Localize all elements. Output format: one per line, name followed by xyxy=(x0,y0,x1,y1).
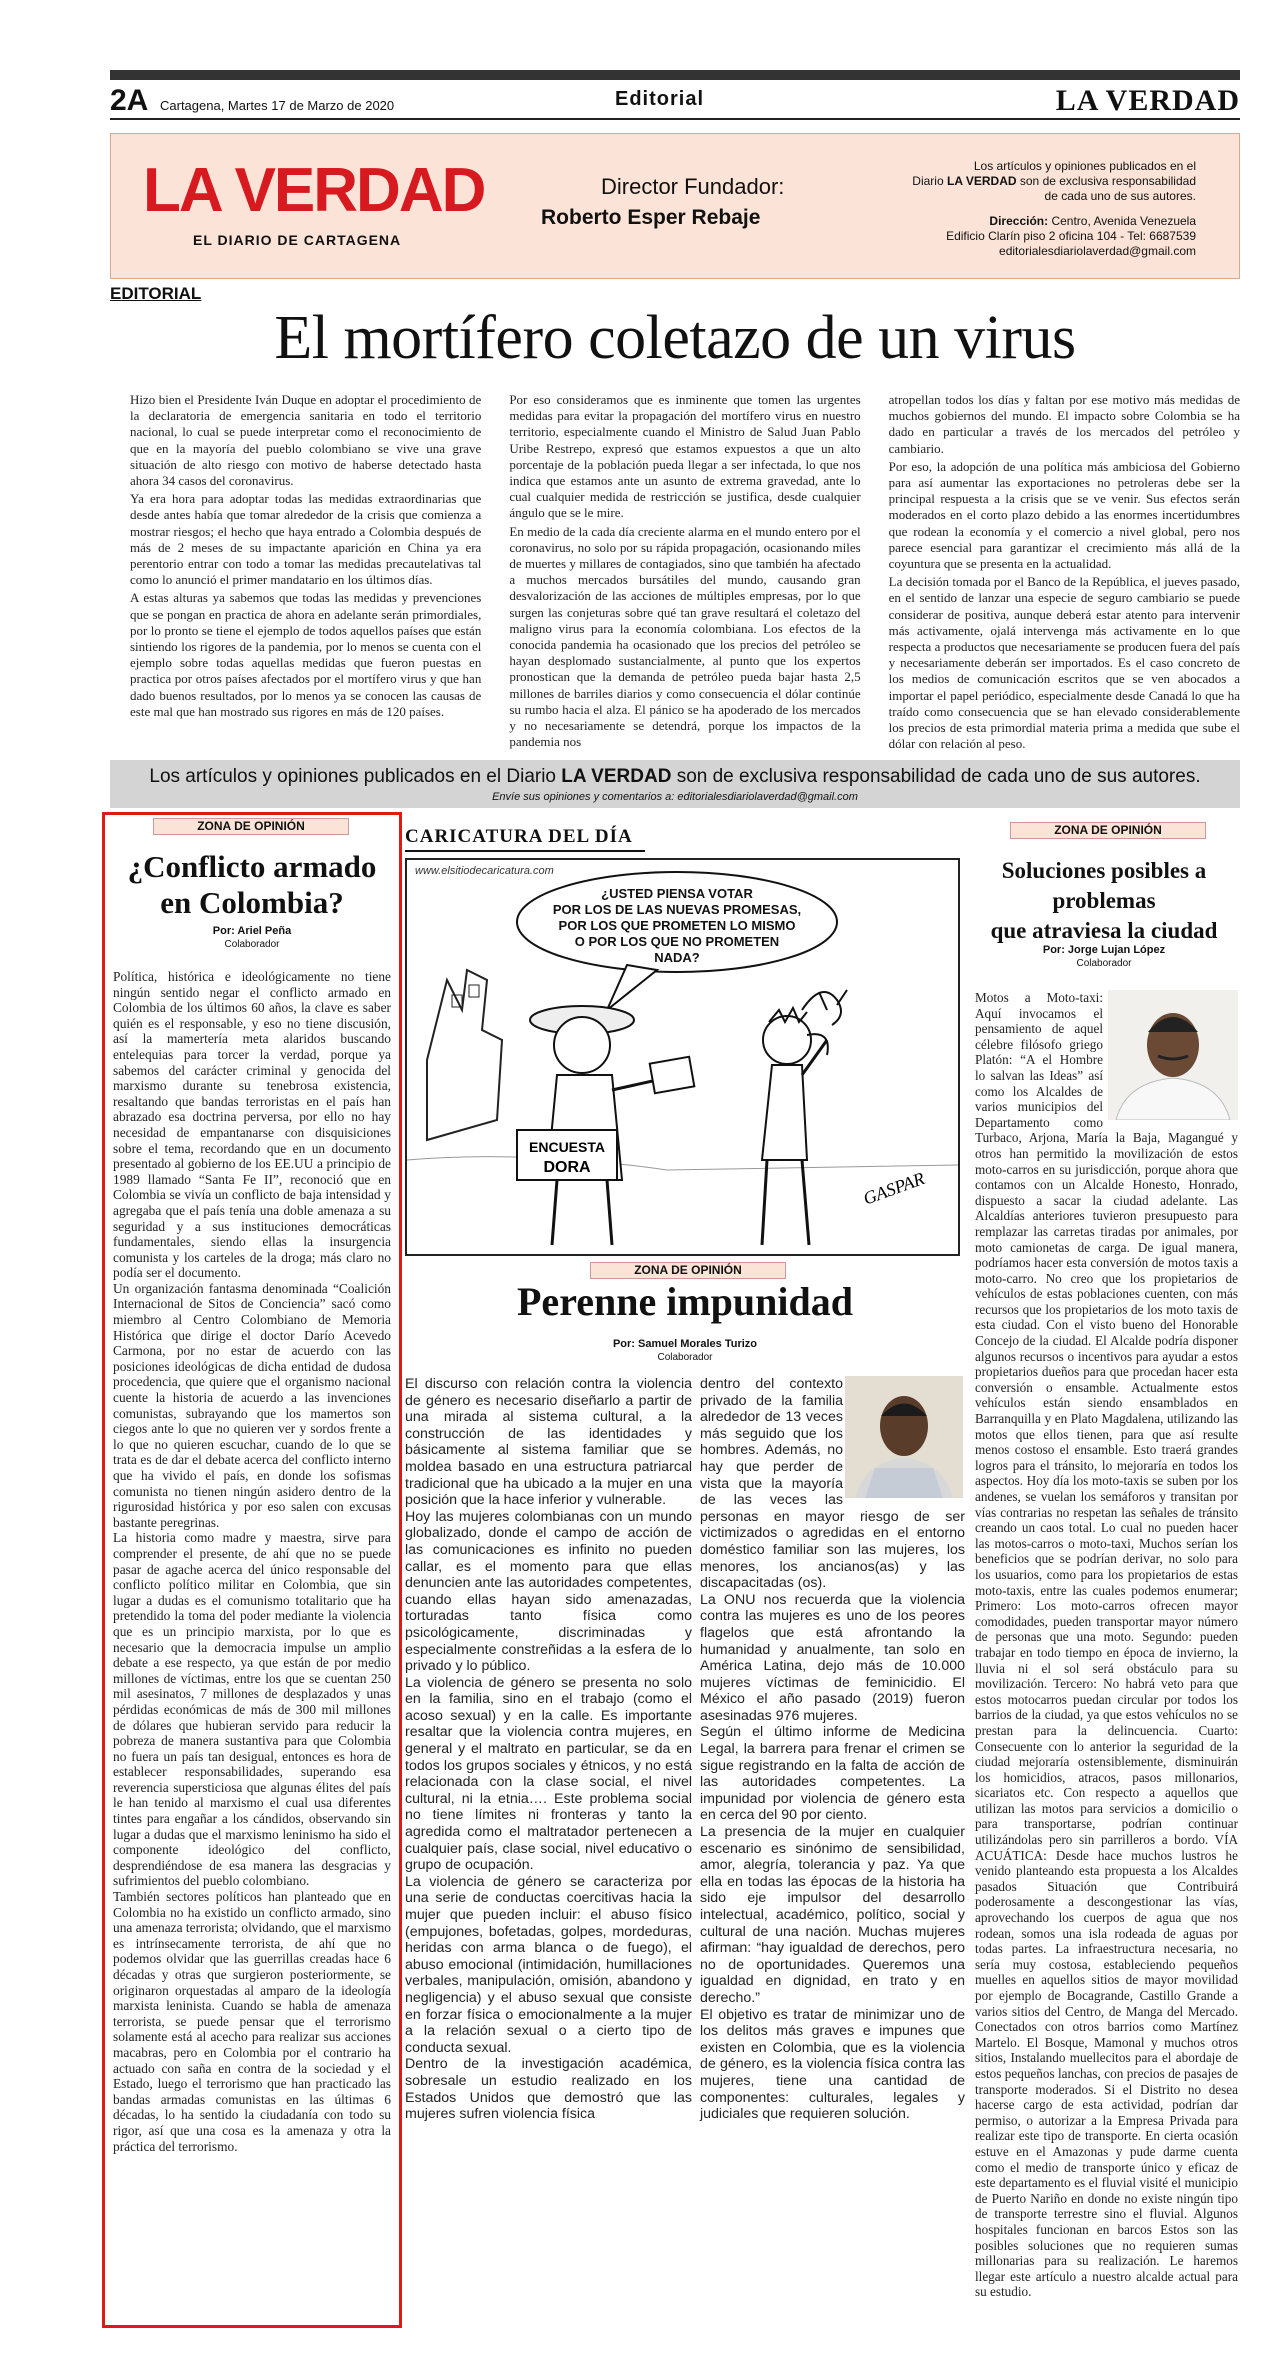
notice-line xyxy=(886,174,1196,189)
cartoon-section-label: CARICATURA DEL DÍA xyxy=(405,826,633,847)
speech-line: POR LOS DE LAS NUEVAS PROMESAS, xyxy=(552,902,802,917)
article-title xyxy=(105,849,399,921)
notice-brand: LA VERDAD xyxy=(946,174,1017,188)
paragraph: Un organización fantasma denominada “Coalición Internacional de Sitos de Conciencia” sacó como miembro al Centro Colombiano de Memoria Histórica que dirige el doctor Darío Acevedo Carmona, por no estar de acuerdo con las posiciones ideológicas de dicha entidad de dudosa procedencia, que quiere que el organismo nacional cuente la historia de acuerdo a las invenciones comunistas, subrayando que los mamertos son ciegos ante lo que no quieren ver y sordos frente a lo que no quieren escuchar, cuando de lo que se trata es de dar el debate acerca del conflicto interno que ha vivido el país, en donde los sofismas comunista no tienen ningún asidero dentro de la rigurosidad histórica y por eso salen con excusas bastante peregrinas. xyxy=(113,1280,391,1530)
page-header xyxy=(110,84,1240,116)
notice-line: de cada uno de sus autores. xyxy=(1044,189,1196,203)
editorial-label: EDITORIAL xyxy=(110,284,202,303)
paragraph: atropellan todos los días y faltan por ese motivo más medidas de muchos gobiernos del mundo. El impacto sobre Colombia se ha dado en particular a través de los mercados del petróleo y cambiario. xyxy=(888,392,1240,456)
banner-subtext: Envíe sus opiniones y comentarios a: editorialesdiariolaverdad@gmail.com xyxy=(492,791,858,803)
address-line xyxy=(886,214,1196,229)
paragraph: Por eso consideramos que es inminente que tomen las urgentes medidas para evitar la propagación del mortífero virus en nuestro territorio, especialmente cuando el Ministro de Salud Juan Pablo Uribe Restrepo, expresó que estamos expuestos a que un alto porcentaje de la población pueda llegar a ser infectada, lo que nos indica que estamos ante un asunto de extrema gravedad, ante lo cual cualquier medida de restricción se justifica, desde cualquier ángulo que se le mire. xyxy=(509,392,861,521)
left-article xyxy=(102,812,402,2328)
director-name: Roberto Esper Rebaje xyxy=(541,206,761,229)
paragraph: Según el último informe de Medicina Legal, la barrera para frenar el crimen se sigue registrando en la falta de acción de las autoridades competentes. La impunidad por violencia de género esta en cerca del 90 por ciento. xyxy=(700,1724,965,1824)
paragraph: Dentro de la investigación académica, sobresale un estudio realizado en los Estados Unidos que demostró que las mujeres sufren violencia física xyxy=(405,2056,692,2123)
director-label: Director Fundador: xyxy=(601,174,785,199)
paragraph: En medio de la cada día creciente alarma en el mundo entero por el coronavirus, no solo por su rápida propagación, ocasionando miles de muertes y millares de contagiados, sino que también ha afectado a muchos mercados bursátiles del mundo, causando gran desvalorización de las acciones de múltiples empresas, por lo que surgen las conjeturas sobre qué tan grave resultará el coletazo del maligno virus para la economía colombiana. Los efectos de la conocida pandemia ha ocasionado que los precios del petróleo se hayan desplomado sustancialmente, al punto que los expertos pronostican que la demanda de petróleo pueda bajar hasta 2,5 millones de barriles diarios y como consecuencia el dólar continúe su rumbo hacia el alza. El pánico se ha apoderado de los mercados y no necesariamente se detendrá, porque los impactos de la pandemia nos xyxy=(509,523,861,750)
notice-line: Los artículos y opiniones publicados en el xyxy=(973,159,1196,173)
author-portrait xyxy=(1108,990,1238,1120)
banner-part: son de exclusiva responsabilidad de cada uno de sus autores. xyxy=(671,766,1201,787)
byline-role: Colaborador xyxy=(1076,958,1132,969)
zone-label: ZONA DE OPINIÓN xyxy=(590,1262,786,1279)
masthead xyxy=(110,133,1240,279)
logo: LA VERDAD xyxy=(143,156,485,225)
editorial-column xyxy=(889,392,1240,754)
paragraph: Por eso, la adopción de una política más ambiciosa del Gobierno para así aumentar las exportaciones no petroleras debe ser la principal respuesta a la crisis que se ve venir. Sus efectos serán moderados en el corto plazo debido a las enormes incertidumbres que rodean la economía y el comercio a nivel global, pero nos parece esencial para garantizar el crecimiento más allá de la coyuntura que se presenta en la actualidad. xyxy=(888,458,1240,572)
paragraph: La presencia de la mujer en cualquier escenario es sinónimo de sensibilidad, amor, alegría, tolerancia y paz. Ya que ella en todas las épocas de la historia ha sido eje impulsor del desarrollo intelectual, académico, político, social y cultural de una nación. Muchas mujeres afirman: “hay igualdad de derechos, pero no de oportunidades. Queremos una igualdad en dignidad, en trato y en derecho.” xyxy=(700,1824,965,2006)
notice-text: Diario xyxy=(912,174,947,188)
paragraph: Motos a Moto-taxi: Aquí invocamos el pensamiento de aquel célebre filósofo griego Platón: “A el Hombre lo salvan las Ideas” así como los Alcaldes de varios municipios del Departamento como Turbaco, Arjona, María la Baja, Magangué y otros han permitido la movilización de estos moto-carros en su jurisdicción, porque ahora que contamos con un Alcalde Honesto, Honrado, dispuesto a sacar la ciudad adelante. Las Alcaldías anteriores tuvieron presupuesto para remplazar las carretas tiradas por animales, por moto camionetas de carga. De igual manera, podríamos hacer esta conversión de motos taxis a moto-carro. No creo que los propietarios de vehículos de estas poblaciones cuenten, con más recursos que los propietarios de los moto taxis de esta ciudad. Con el visto bueno del Honorable Concejo de la ciudad. El Alcalde podría disponer algunos recursos o incentivos para ayudar a estos propietarios dueños para que procedan hacer esta conversión o ensamble. Actualmente estos vehículos están siendo ensamblados en Barranquilla y en Plato Magdalena, utilizando las motos que ellos tienen, para que así resulte menos costoso el ensamble. Esto traerá grandes logros para el tránsito, lo mejoraría en todos los aspectos. Hoy día los moto-taxis se suben por los andenes, se vuelan los semáforos y transitan por vías contrarias no respetan las señales de tránsito creando un caos total. Lo cual no pueden hacer las motos-carros o moto-taxi, Muchos serían los beneficios que se podrían derivar, no solo para los usuarios, como para los propietarios de estas moto-taxis, entre las cuales podemos enumerar; Primero: Los moto-carros ofrecen mayor comodidades, pueden transportar mayor número de personas que una moto. Segundo: pueden trabajar en todo tiempo en época de invierno, la lluvia ni el sol será obstáculo para su movilización. Tercero: No habrá veto para que estos motocarros puedan circular por todos los barrios de la ciudad, ya que estos vehículos no se prestan para la delincuencia. Cuarto: Consecuente con lo anterior la seguridad de la ciudad mejoraría ostensiblemente, disminuirán los homicidios, atracos, pasos millonarios, sicariatos etc. Con respecto a aquellos que utilizan las motos para servicios a domicilio o para transportarse, podrían continuar utilizándolas pero sin parrilleros a bordo. VÍA ACUÁTICA: Desde hace muchos lustros he venido planteando esta propuesta a los Alcaldes pasados Situación que Contribuirá poderosamente a descongestionar las vías, aprovechando los cuerpos de agua que nos rodean, somos una isla rodeada de aguas por todas partes. La infraestructura necesaria, no sería muy costosa, estableciendo pequeños muelles en aquellos sitios de mayor movilidad por ejemplo de Bocagrande, Castillo Grande a varios sitios del Centro, de Manga del Mercado. Conectados con otros barrios como Martínez Martelo. El Bosque, Mamonal y muchos otros sitios, Instalando muellecitos para el abordaje de estos pequeños lanchas, con precios de pasajes de transporte moderados. Si el Distrito no desea hacerse cargo de esta actividad, podrían dar permiso, o autorizar a la Empresa Privada para realizar este tipo de transporte. En cierta ocasión estuve en el Amazonas y pude darme cuenta como el medio de transporte único y eficaz de este departamento es el fluvial visité el municipio de Puerto Nariño en donde no existe ningún tipo de transporte terrestre sino el fluvial. Algunos hospitales funcionan en barcos Estos son las posibles soluciones que no requieren sumas millonarias para su realización. Le haremos llegar este artículo a nuestro alcalde actual para su estudio. xyxy=(975,990,1238,2300)
newspaper-name: LA VERDAD xyxy=(1055,84,1240,117)
byline: Por: Jorge Lujan López xyxy=(1042,944,1166,956)
paragraph: También sectores políticos han planteado que en Colombia no ha existido un conflicto armado, sino una amenaza terrorista; olvidando, que el marxismo es intrínsecamente terrorista, de ahí que no podemos olvidar que las guerrillas creadas hace 6 décadas y otras que surgieron posteriormente, se originaron orquestadas al amparo de la ideología marxista leninista. Cuando se habla de amenaza terrorista, se puede pensar que el terrorismo solamente está al acecho para realizar sus acciones macabras, pero en Colombia por el contrario ha actuado con saña en contra de la sociedad y el Estado, luego el terrorismo que han practicado las bandas armadas comunistas en las últimas 6 décadas, lo ha sentido la ciudadanía con todo su rigor, así que una cosa es la amenaza y otra la práctica del terrorismo. xyxy=(113,1889,391,2154)
cartoon-rule xyxy=(405,850,645,852)
paragraph: La decisión tomada por el Banco de la República, el jueves pasado, en el sentido de lanzar una especie de seguro cambiario se puede considerar de positiva, aunque deberá estar atento para intervenir más activamente, ojalá intervenga más activamente en lo que respecta a productos que necesariamente se producen fuera del país y necesariamente deberán ser importados. Es el caso concreto de los medios de comunicación escritos que se ven abocados a importar el papel periódico, especialmente desde Canadá lo que ha traído como consecuencia que se han elevado considerablemente los precios de esta primordial materia prima a medida que sube el dólar con relación al peso. xyxy=(888,574,1240,752)
paragraph: La violencia de género se caracteriza por una serie de conductas coercitivas hacia la mujer que pueden incluir: el abuso físico (empujones, bofetadas, golpes, mordeduras, heridas con arma blanca o de fuego), el abuso emocional (intimidación, humillaciones verbales, manipulación, omisión, abandono y negligencia) y el abuso sexual que consiste en forzar física o emocionalmente a la mujer a la relación sexual o a cierto tipo de conducta sexual. xyxy=(405,1873,692,2056)
paragraph: La ONU nos recuerda que la violencia contra las mujeres es uno de los peores flagelos que está afrontando la humanidad y anualmente, tan solo en América Latina, dejo más de 10.000 mujeres víctimas de feminicidio. El México el año pasado (2019) fueron asesinadas 976 mujeres. xyxy=(700,1591,965,1724)
paragraph: Política, histórica e ideológicamente no tiene ningún sentido negar el conflicto armado en Colombia de los últimos 60 años, la clave es saber quién es el responsable, y eso no tiene discusión, así la mamertería meta alaridos buscando entelequias para torcer la verdad, porque ya sabemos del carácter criminal y genocida del marxismo durante su tenebrosa existencia, resaltando que bandas terroristas en el país han abrazado esa doctrina perversa, por ello no hay necesidad de empantanarse con disquisiciones sobre el tema, recordando que en un documento presentado al gobierno de los EE.UU a principio de 1989 llamado “Santa Fe II”, reconoció que en Colombia se vivía un conflicto de baja intensidad y agregaba que el país tenía una doble amenaza a su seguridad y a sus instituciones democráticas fundamentales, siendo ellas la insurgencia comunista y los carteles de la droga; más claro no podía ser el documento. xyxy=(113,969,391,1281)
paragraph: A estas alturas ya sabemos que todas las medidas y prevenciones que se pongan en practica de ahora en adelante serán primordiales, por lo pronto se tiene el ejemplo de todos aquellos países que están sintiendo los rigores de la pandemia, por lo menos se cuenta con el ejemplo sobre todas aquellas medidas que fueron puestas en practica por otros países afectados por el mortífero virus y que han dado buenos resultados, por lo menos ya se conocen las causas de este mal que han mostrado sus rigores en más de 120 países. xyxy=(130,590,482,719)
cartoon-watermark: www.elsitiodecaricatura.com xyxy=(415,865,554,877)
editorial-title: El mortífero coletazo de un virus xyxy=(274,304,1076,372)
paragraph: dentro del contexto privado de la familia alrededor de 13 veces más seguido que los hombres. Además, no hay que perder de vista que la mayoría de las veces las personas en mayor riesgo de ser victimizados o agredidas en el entorno doméstico familiar son las mujeres, los menores, los ancianos(as) y las discapacitadas (os). xyxy=(700,1376,965,1592)
paragraph: Hizo bien el Presidente Iván Duque en adoptar el procedimiento de la declaratoria de emergencia sanitaria en todo el territorio nacional, lo cual se puede interpretar como el reconocimiento de que en la mayoría del pueblo colombiano se vive una grave situación de alto riesgo con motivo de haberse detectado hasta ahora 34 casos del coronavirus. xyxy=(130,392,482,489)
cartoon-drawing xyxy=(407,860,958,1254)
editorial-column xyxy=(509,392,860,754)
page-number: 2A xyxy=(110,84,149,117)
author-portrait xyxy=(845,1376,963,1498)
address-label: Dirección: xyxy=(989,214,1049,228)
title-line: ¿Conflicto armado xyxy=(127,849,377,884)
top-rule xyxy=(110,70,1240,80)
paragraph: Ya era hora para adoptar todas las medidas extraordinarias que desde antes había que tomar alrededor de la crisis que comienza a mostrar riesgos; el hecho que haya entrado a Colombia después de más de 2 meses de su impactante aparición en China ya era perentorio entrar con todo a tomar las medidas precautelativas tal como lo anunció el primer mandatario en los últimos días. xyxy=(130,491,482,588)
title-line: que atraviesa la ciudad xyxy=(990,918,1218,943)
disclaimer-banner xyxy=(110,760,1240,808)
author-photo xyxy=(845,1376,963,1498)
editorial-column xyxy=(130,392,481,754)
article-body xyxy=(975,990,1238,2300)
paragraph: El objetivo es tratar de minimizar uno de los delitos más graves e impunes que existen en Colombia, que es la violencia de género, es la violencia física contra las mujeres, tiene una cantidad de componentes: culturales, legales y judiciales que requieren solución. xyxy=(700,2006,965,2123)
zone-label: ZONA DE OPINIÓN xyxy=(153,818,349,835)
zone-label: ZONA DE OPINIÓN xyxy=(1010,822,1206,839)
speech-line: NADA? xyxy=(654,950,700,965)
author-photo xyxy=(1108,990,1238,1120)
sign-text: DORA xyxy=(543,1159,591,1176)
column-text xyxy=(975,990,1238,2300)
cartoon-signature: GASPAR xyxy=(860,1168,928,1209)
logo-subtitle: EL DIARIO DE CARTAGENA xyxy=(193,232,402,248)
paragraph: La historia como madre y maestra, sirve para comprender el presente, de ahí que no se puede pasar de agache acerca del único responsable del conflicto político militar en Colombia, que sin lugar a dudas es el comunismo totalitario que ha pretendido la toma del poder mediante la violencia que es un principio marxista, por lo que es necesario que la democracia impulse un amplio debate a ese respecto, ya que están de por medio millones de víctimas, entre los que se cuentan 250 mil asesinatos, 7 millones de desplazados y unas pérdidas económicas de más de 300 mil millones de dólares que hubieran servido para reducir la pobreza de manera sustantiva para que Colombia no fuera un país tan desigual, entonces es hora de establecer responsabilidades, superando esa reverencia supersticiosa que algunas élites del país le han tenido al marxismo el cual usa diferentes tintes para engañar a los cándidos, observando sin lugar a dudas que el marxismo leninismo ha sido el componente ideológico del conflicto, desprendiéndose de esa manera las desgracias y sufrimientos del pueblo colombiano. xyxy=(113,1530,391,1889)
article-column xyxy=(405,1376,692,2123)
banner-part: Los artículos y opiniones publicados en el Diario xyxy=(149,766,562,787)
byline-role: Colaborador xyxy=(657,1352,713,1363)
byline: Por: Samuel Morales Turizo xyxy=(612,1338,758,1350)
section-name: Editorial xyxy=(615,88,705,110)
banner-brand: LA VERDAD xyxy=(561,766,672,787)
address-text: Centro, Avenida Venezuela xyxy=(1048,214,1196,228)
notice-text: son de exclusiva responsabilidad xyxy=(1016,174,1196,188)
paragraph: El discurso con relación contra la violencia de género es necesario diseñarlo a partir de una mirada al sistema cultural, a la construcción de las identidades y básicamente al sistema familiar que se moldea basado en una estructura patriarcal tradicional que ha ubicado a la mujer en una posición que la hace inferior y vulnerable. xyxy=(405,1376,692,1509)
speech-line: O POR LOS QUE NO PROMETEN xyxy=(574,934,780,949)
speech-line: POR LOS QUE PROMETEN LO MISMO xyxy=(558,918,796,933)
article-title xyxy=(968,856,1240,946)
editorial-body xyxy=(130,392,1240,754)
sign-text: ENCUESTA xyxy=(529,1139,605,1155)
byline: Por: Ariel Peña xyxy=(212,925,292,937)
speech-line: ¿USTED PIENSA VOTAR xyxy=(601,886,753,901)
title-line: Soluciones posibles a problemas xyxy=(1001,858,1207,913)
article-title: Perenne impunidad xyxy=(517,1279,853,1324)
article-body xyxy=(113,969,391,2154)
cartoon xyxy=(405,858,960,1256)
title-line: en Colombia? xyxy=(160,885,344,920)
paragraph: Hoy las mujeres colombianas con un mundo globalizado, donde el campo de acción de las comunicaciones es infinito no pueden callar, es el momento para que ellas denuncien ante las autoridades competentes, cuando ellas hayan sido amenazadas, torturadas tanto física como psicológicamente, discriminadas y especialmente constreñidas a la esfera de lo privado y lo público. xyxy=(405,1508,692,1675)
masthead-notice xyxy=(886,159,1196,259)
header-rule xyxy=(110,118,1240,120)
address-line: Edificio Clarín piso 2 oficina 104 - Tel: 6687539 xyxy=(946,229,1196,243)
paragraph: La violencia de género se presenta no solo en la familia, sino en el trabajo (como el acoso sexual) y en la calle. Es importante resaltar que la violencia contra mujeres, en general y el maltrato en particular, se da en todos los grupos sociales y étnicos, y no está relacionada con la clase social, el nivel cultural, ni la etnia…. Este problema social no tiene límites ni fronteras y tanto la agredida como el maltratador pertenecen a cualquier país, clase social, nivel educativo o grupo de ocupación. xyxy=(405,1674,692,1874)
page-date: Cartagena, Martes 17 de Marzo de 2020 xyxy=(160,98,395,113)
banner-text xyxy=(110,766,1240,788)
email-link[interactable]: editorialesdiariolaverdad@gmail.com xyxy=(999,244,1196,258)
byline-role: Colaborador xyxy=(224,939,280,950)
